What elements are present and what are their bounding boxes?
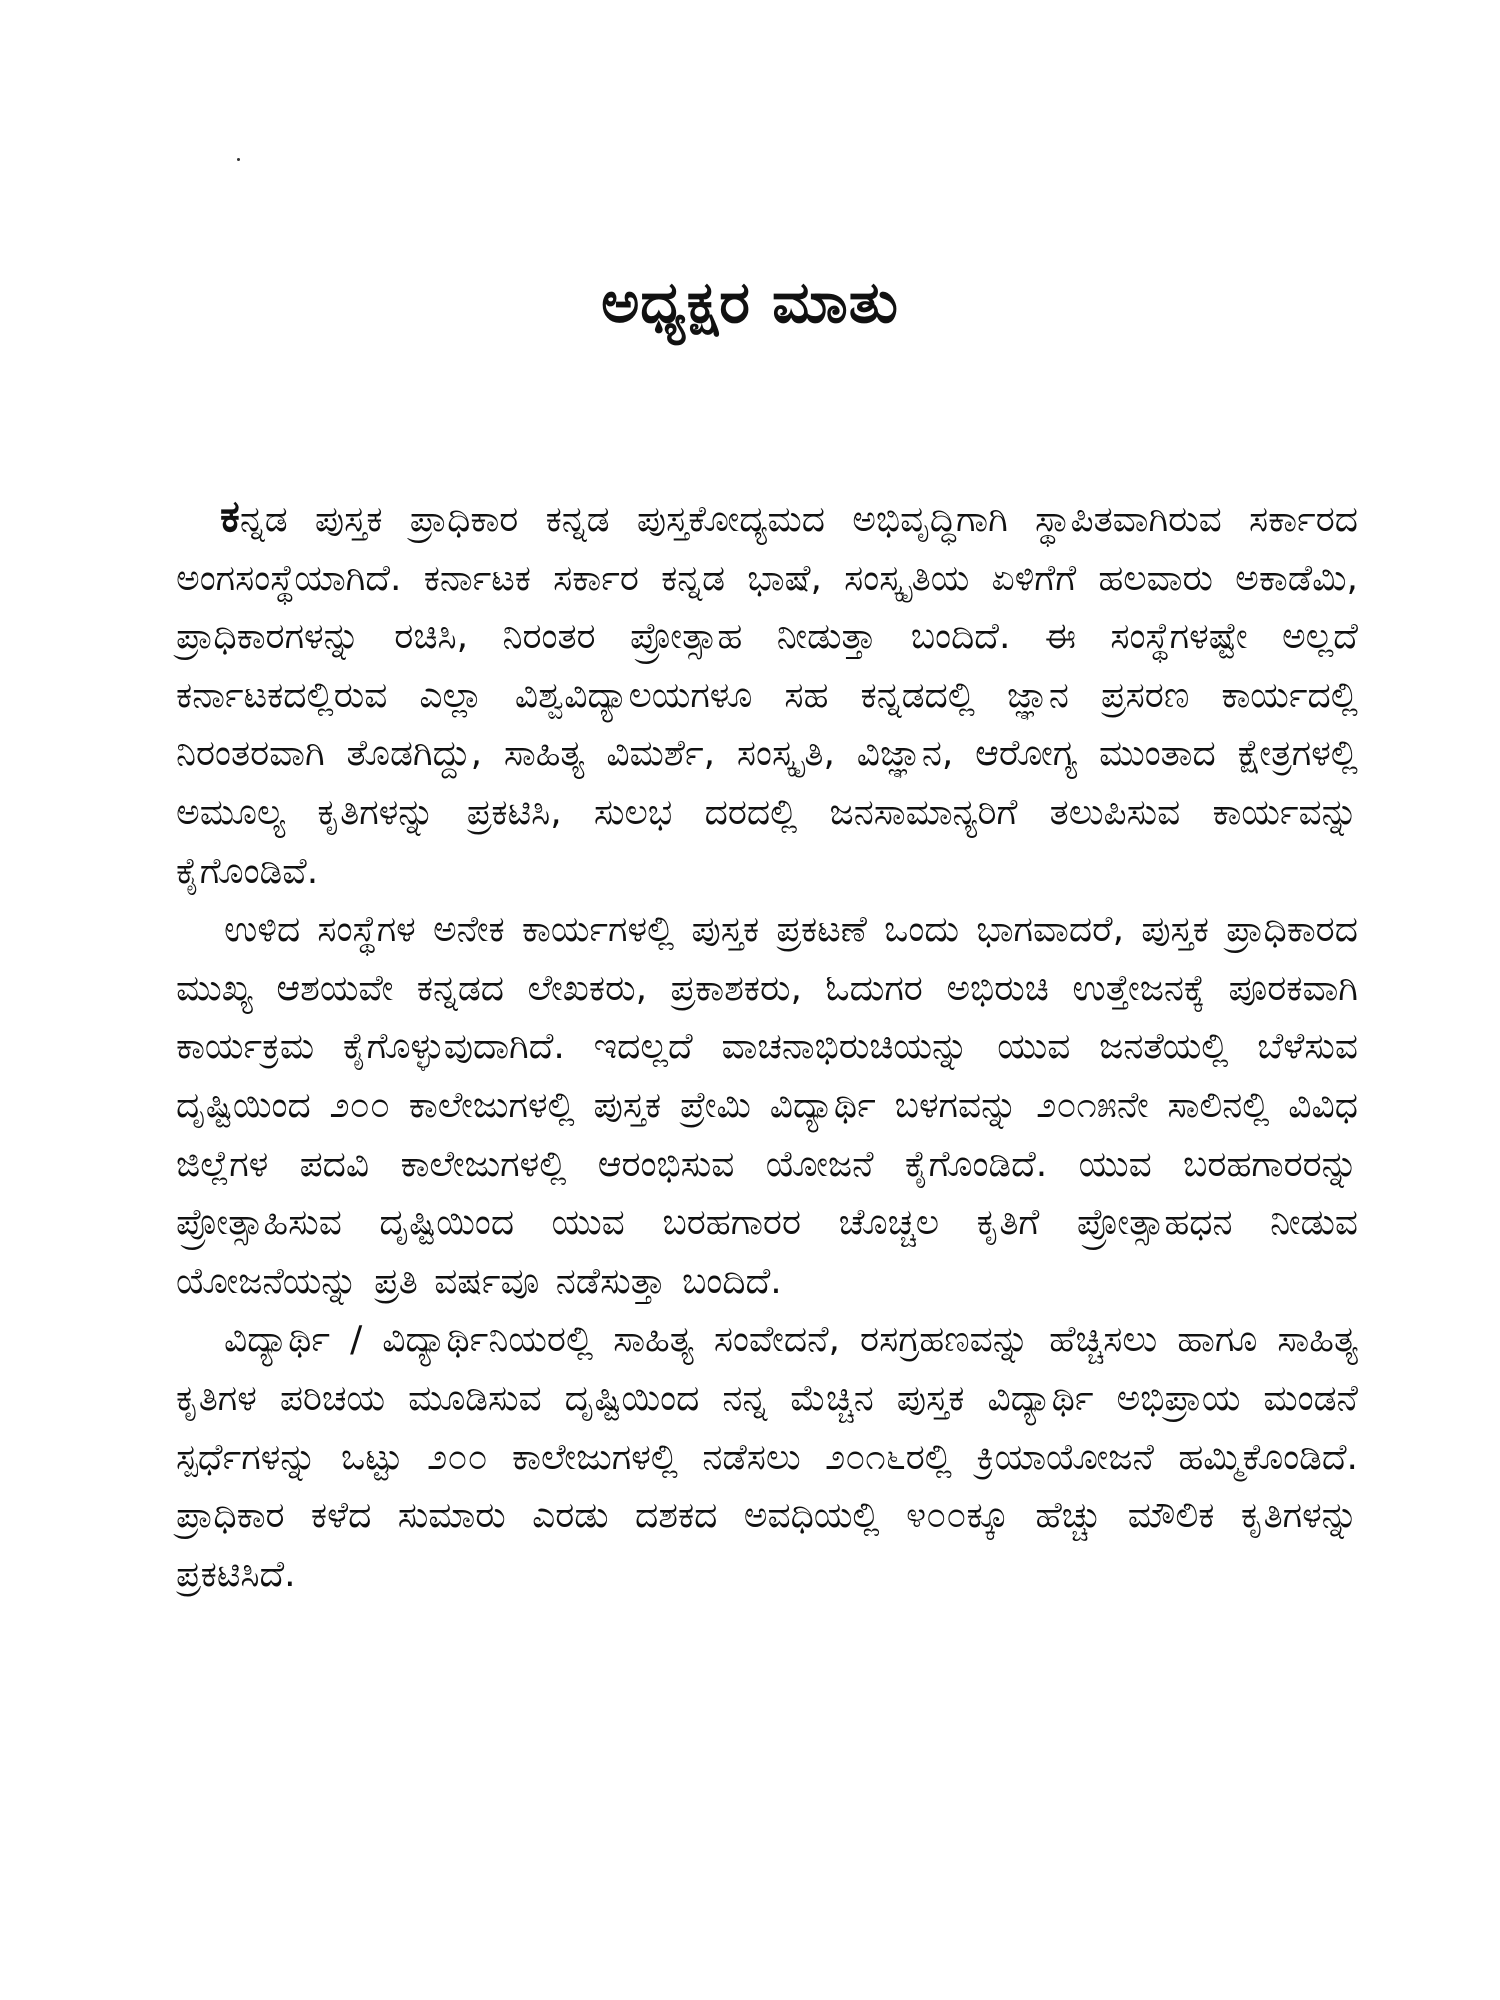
body-text <box>176 488 1358 1604</box>
scan-speck <box>237 158 240 161</box>
paragraph-3: ವಿದ್ಯಾರ್ಥಿ / ವಿದ್ಯಾರ್ಥಿನಿಯರಲ್ಲಿ ಸಾಹಿತ್ಯ ಸಂವೇದನೆ, ರಸಗ್ರಹಣವನ್ನು ಹೆಚ್ಚಿಸಲು ಹಾಗೂ ಸಾಹಿತ್ಯ ಕೃತಿಗಳ ಪರಿಚಯ ಮೂಡಿಸುವ ದೃಷ್ಟಿಯಿಂದ ನನ್ನ ಮೆಚ್ಚಿನ ಪುಸ್ತಕ ವಿದ್ಯಾರ್ಥಿ ಅಭಿಪ್ರಾಯ ಮಂಡನೆ ಸ್ಪರ್ಧೆಗಳನ್ನು ಒಟ್ಟು ೨೦೦ ಕಾಲೇಜುಗಳಲ್ಲಿ ನಡೆಸಲು ೨೦೧೬ರಲ್ಲಿ ಕ್ರಿಯಾಯೋಜನೆ ಹಮ್ಮಿಕೊಂಡಿದೆ. ಪ್ರಾಧಿಕಾರ ಕಳೆದ ಸುಮಾರು ಎರಡು ದಶಕದ ಅವಧಿಯಲ್ಲಿ ೪೦೦ಕ್ಕೂ ಹೆಚ್ಚು ಮೌಲಿಕ ಕೃತಿಗಳನ್ನು ಪ್ರಕಟಿಸಿದೆ. <box>176 1319 1358 1595</box>
paragraph-1 <box>176 488 1358 901</box>
paragraph-1-text: ನ್ನಡ ಪುಸ್ತಕ ಪ್ರಾಧಿಕಾರ ಕನ್ನಡ ಪುಸ್ತಕೋದ್ಯಮದ ಅಭಿವೃದ್ಧಿಗಾಗಿ ಸ್ಥಾಪಿತವಾಗಿರುವ ಸರ್ಕಾರದ ಅಂಗಸಂಸ್ಥೆಯಾಗಿದೆ. ಕರ್ನಾಟಕ ಸರ್ಕಾರ ಕನ್ನಡ ಭಾಷೆ, ಸಂಸ್ಕೃತಿಯ ಏಳಿಗೆಗೆ ಹಲವಾರು ಅಕಾಡೆಮಿ, ಪ್ರಾಧಿಕಾರಗಳನ್ನು ರಚಿಸಿ, ನಿರಂತರ ಪ್ರೋತ್ಸಾಹ ನೀಡುತ್ತಾ ಬಂದಿದೆ. ಈ ಸಂಸ್ಥೆಗಳಷ್ಟೇ ಅಲ್ಲದೆ ಕರ್ನಾಟಕದಲ್ಲಿರುವ ಎಲ್ಲಾ ವಿಶ್ವವಿದ್ಯಾಲಯಗಳೂ ಸಹ ಕನ್ನಡದಲ್ಲಿ ಜ್ಞಾನ ಪ್ರಸರಣ ಕಾರ್ಯದಲ್ಲಿ ನಿರಂತರವಾಗಿ ತೊಡಗಿದ್ದು, ಸಾಹಿತ್ಯ ವಿಮರ್ಶೆ, ಸಂಸ್ಕೃತಿ, ವಿಜ್ಞಾನ, ಆರೋಗ್ಯ ಮುಂತಾದ ಕ್ಷೇತ್ರಗಳಲ್ಲಿ ಅಮೂಲ್ಯ ಕೃತಿಗಳನ್ನು ಪ್ರಕಟಿಸಿ, ಸುಲಭ ದರದಲ್ಲಿ ಜನಸಾಮಾನ್ಯರಿಗೆ ತಲುಪಿಸುವ ಕಾರ್ಯವನ್ನು ಕೈಗೊಂಡಿವೆ. <box>176 499 1358 892</box>
page-title: ಅಧ್ಯಕ್ಷರ ಮಾತು <box>601 268 899 336</box>
paragraph-1-first-letter: ಕ <box>220 491 240 542</box>
paragraph-2: ಉಳಿದ ಸಂಸ್ಥೆಗಳ ಅನೇಕ ಕಾರ್ಯಗಳಲ್ಲಿ ಪುಸ್ತಕ ಪ್ರಕಟಣೆ ಒಂದು ಭಾಗವಾದರೆ, ಪುಸ್ತಕ ಪ್ರಾಧಿಕಾರದ ಮುಖ್ಯ ಆಶಯವೇ ಕನ್ನಡದ ಲೇಖಕರು, ಪ್ರಕಾಶಕರು, ಓದುಗರ ಅಭಿರುಚಿ ಉತ್ತೇಜನಕ್ಕೆ ಪೂರಕವಾಗಿ ಕಾರ್ಯಕ್ರಮ ಕೈಗೊಳ್ಳುವುದಾಗಿದೆ. ಇದಲ್ಲದೆ ವಾಚನಾಭಿರುಚಿಯನ್ನು ಯುವ ಜನತೆಯಲ್ಲಿ ಬೆಳೆಸುವ ದೃಷ್ಟಿಯಿಂದ ೨೦೦ ಕಾಲೇಜುಗಳಲ್ಲಿ ಪುಸ್ತಕ ಪ್ರೇಮಿ ವಿದ್ಯಾರ್ಥಿ ಬಳಗವನ್ನು ೨೦೧೫ನೇ ಸಾಲಿನಲ್ಲಿ ವಿವಿಧ ಜಿಲ್ಲೆಗಳ ಪದವಿ ಕಾಲೇಜುಗಳಲ್ಲಿ ಆರಂಭಿಸುವ ಯೋಜನೆ ಕೈಗೊಂಡಿದೆ. ಯುವ ಬರಹಗಾರರನ್ನು ಪ್ರೋತ್ಸಾಹಿಸುವ ದೃಷ್ಟಿಯಿಂದ ಯುವ ಬರಹಗಾರರ ಚೊಚ್ಚಲ ಕೃತಿಗೆ ಪ್ರೋತ್ಸಾಹಧನ ನೀಡುವ ಯೋಜನೆಯನ್ನು ಪ್ರತಿ ವರ್ಷವೂ ನಡೆಸುತ್ತಾ ಬಂದಿದೆ. <box>176 909 1358 1302</box>
